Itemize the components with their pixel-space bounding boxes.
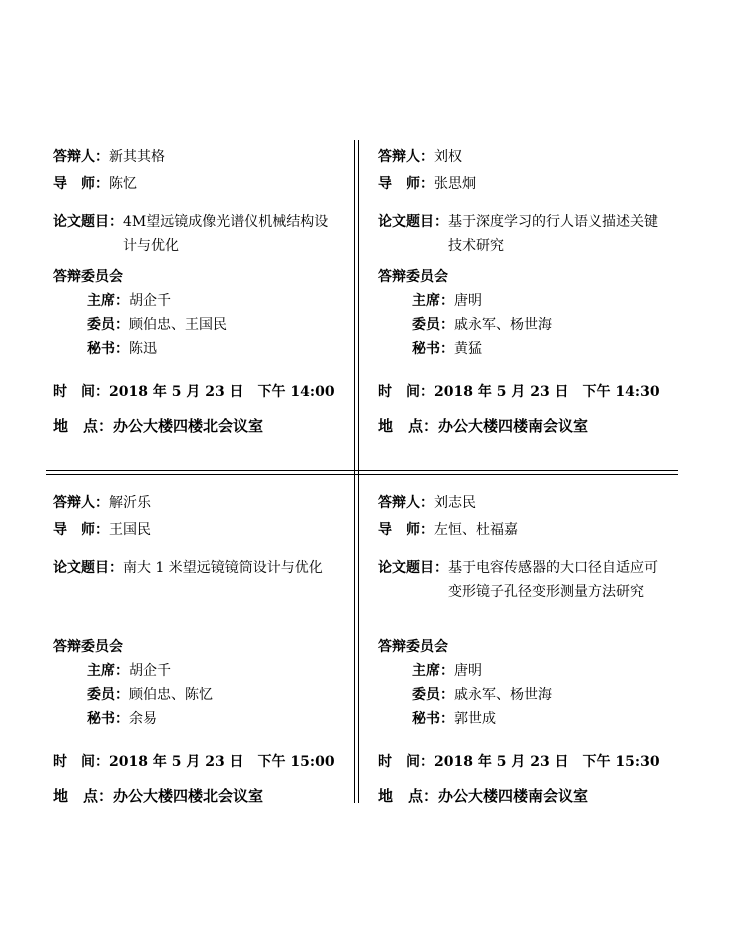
advisor-label: 导 师： [378, 176, 434, 192]
place-row [53, 414, 263, 438]
respondent-value: 刘权 [434, 149, 462, 165]
thesis-value: 基于电容传感器的大口径自适应可变形镜子孔径变形测量方法研究 [448, 560, 658, 600]
respondent-value: 新其其格 [109, 149, 165, 165]
time-label: 时 间： [53, 384, 109, 400]
time-value: 2018 年 5 月 23 日 下午 15:00 [109, 754, 335, 770]
advisor-value: 张思炯 [434, 176, 476, 192]
chair-label: 主席： [412, 293, 454, 309]
members-label: 委员： [412, 317, 454, 333]
secretary-row [412, 707, 496, 731]
members-row [87, 683, 213, 707]
committee-heading: 答辩委员会 [53, 639, 123, 655]
secretary-row [87, 707, 157, 731]
thesis-row [53, 556, 338, 580]
respondent-label: 答辩人： [378, 149, 434, 165]
advisor-row [378, 518, 518, 542]
thesis-value: 4M望远镜成像光谱仪机械结构设计与优化 [123, 214, 329, 254]
thesis-value: 基于深度学习的行人语义描述关键技术研究 [448, 214, 658, 254]
members-row [412, 683, 552, 707]
secretary-value: 黄猛 [454, 341, 482, 357]
secretary-value: 余易 [129, 711, 157, 727]
advisor-value: 陈忆 [109, 176, 137, 192]
respondent-row [53, 145, 165, 169]
respondent-value: 刘志民 [434, 495, 476, 511]
advisor-row [53, 518, 151, 542]
members-label: 委员： [87, 687, 129, 703]
chair-value: 胡企千 [129, 663, 171, 679]
members-row [412, 313, 552, 337]
members-label: 委员： [87, 317, 129, 333]
chair-row [87, 289, 171, 313]
thesis-row [378, 556, 663, 604]
advisor-value: 王国民 [109, 522, 151, 538]
committee-heading: 答辩委员会 [378, 639, 448, 655]
respondent-label: 答辩人： [53, 495, 109, 511]
respondent-label: 答辩人： [378, 495, 434, 511]
place-row [378, 414, 588, 438]
respondent-row [378, 145, 462, 169]
place-label: 地 点： [378, 787, 439, 805]
time-label: 时 间： [378, 754, 434, 770]
secretary-row [87, 337, 157, 361]
thesis-label: 论文题目： [53, 560, 123, 576]
thesis-row [53, 210, 338, 258]
secretary-label: 秘书： [87, 711, 129, 727]
respondent-label: 答辩人： [53, 149, 109, 165]
chair-value: 唐明 [454, 663, 482, 679]
secretary-label: 秘书： [412, 711, 454, 727]
chair-label: 主席： [87, 663, 129, 679]
thesis-label: 论文题目： [378, 214, 448, 230]
time-value: 2018 年 5 月 23 日 下午 15:30 [434, 754, 660, 770]
members-value: 顾伯忠、陈忆 [129, 687, 213, 703]
advisor-row [53, 172, 137, 196]
thesis-value: 南大 1 米望远镜镜筒设计与优化 [123, 560, 323, 576]
time-value: 2018 年 5 月 23 日 下午 14:30 [434, 384, 660, 400]
members-label: 委员： [412, 687, 454, 703]
members-value: 戚永军、杨世海 [454, 317, 552, 333]
advisor-label: 导 师： [378, 522, 434, 538]
members-row [87, 313, 227, 337]
time-label: 时 间： [378, 384, 434, 400]
place-label: 地 点： [53, 417, 114, 435]
place-label: 地 点： [378, 417, 439, 435]
advisor-label: 导 师： [53, 176, 109, 192]
place-label: 地 点： [53, 787, 114, 805]
respondent-row [378, 491, 476, 515]
place-row [378, 784, 588, 808]
secretary-row [412, 337, 482, 361]
chair-value: 唐明 [454, 293, 482, 309]
advisor-value: 左恒、杜福嘉 [434, 522, 518, 538]
members-value: 戚永军、杨世海 [454, 687, 552, 703]
secretary-value: 郭世成 [454, 711, 496, 727]
time-row [378, 380, 660, 404]
committee-heading: 答辩委员会 [378, 269, 448, 285]
respondent-value: 解沂乐 [109, 495, 151, 511]
vertical-divider [354, 140, 355, 803]
thesis-label: 论文题目： [378, 560, 448, 576]
place-value: 办公大楼四楼北会议室 [113, 417, 264, 435]
committee-heading: 答辩委员会 [53, 269, 123, 285]
time-value: 2018 年 5 月 23 日 下午 14:00 [109, 384, 335, 400]
horizontal-divider [46, 474, 678, 475]
chair-label: 主席： [87, 293, 129, 309]
secretary-label: 秘书： [412, 341, 454, 357]
secretary-value: 陈迅 [129, 341, 157, 357]
time-label: 时 间： [53, 754, 109, 770]
horizontal-divider [46, 470, 678, 471]
time-row [53, 380, 335, 404]
secretary-label: 秘书： [87, 341, 129, 357]
vertical-divider [358, 140, 359, 803]
time-row [53, 750, 335, 774]
members-value: 顾伯忠、王国民 [129, 317, 227, 333]
place-value: 办公大楼四楼南会议室 [438, 787, 589, 805]
place-row [53, 784, 263, 808]
advisor-label: 导 师： [53, 522, 109, 538]
respondent-row [53, 491, 151, 515]
chair-row [87, 659, 171, 683]
chair-value: 胡企千 [129, 293, 171, 309]
chair-label: 主席： [412, 663, 454, 679]
thesis-row [378, 210, 663, 258]
time-row [378, 750, 660, 774]
place-value: 办公大楼四楼南会议室 [438, 417, 589, 435]
place-value: 办公大楼四楼北会议室 [113, 787, 264, 805]
chair-row [412, 289, 482, 313]
advisor-row [378, 172, 476, 196]
chair-row [412, 659, 482, 683]
thesis-label: 论文题目： [53, 214, 123, 230]
